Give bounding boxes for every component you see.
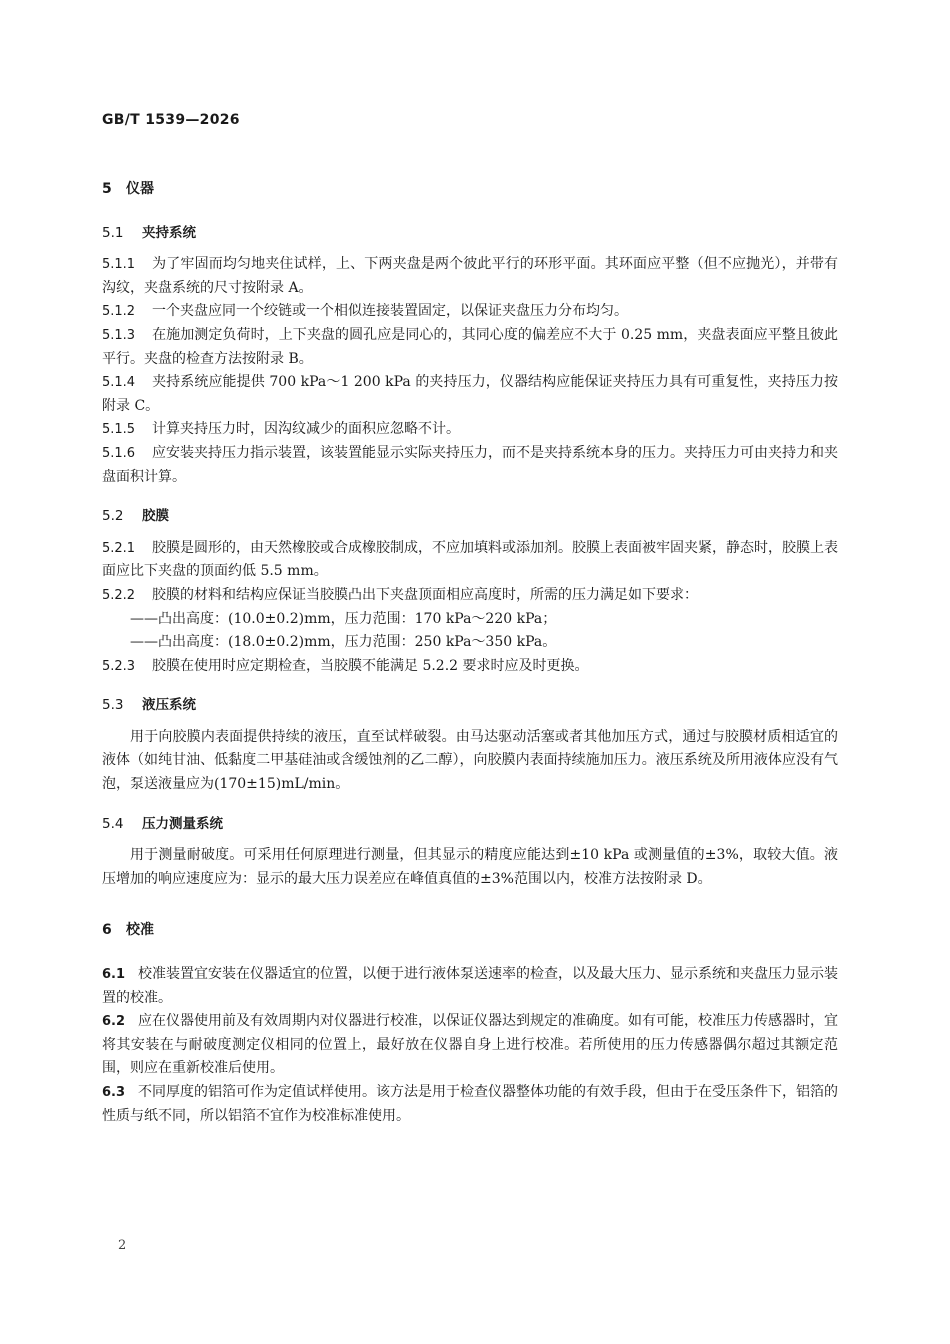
clause-text: 一个夹盘应同一个绞链或一个相似连接装置固定，以保证夹盘压力分布均匀。	[152, 303, 628, 320]
chapter-number: 6	[102, 922, 112, 939]
section-5-4-heading	[102, 813, 838, 837]
list-item: ——凸出高度：(18.0±0.2)mm，压力范围：250 kPa～350 kPa。	[130, 634, 557, 651]
chapter-title: 校准	[126, 922, 154, 939]
clause-number: 5.1.2	[102, 304, 136, 320]
section-5-2-heading	[102, 505, 838, 529]
clause-text: 应在仪器使用前及有效周期内对仪器进行校准，以保证仪器达到规定的准确度。如有可能，校准压力传感器时，宜将其安装在与耐破度测定仪相同的位置上，最好放在仪器自身上进行校准。若所使用的压力传感器偶尔超过其额定范围，则应在重新校准后使用。	[102, 1013, 838, 1077]
clause-5-1-6	[102, 442, 838, 489]
clause-number: 5.1.3	[102, 327, 136, 343]
clause-number: 5.2.2	[102, 587, 136, 603]
chapter-title: 仪器	[126, 181, 154, 197]
list-item: ——凸出高度：(10.0±0.2)mm，压力范围：170 kPa～220 kPa；	[130, 610, 557, 627]
section-title: 液压系统	[142, 697, 196, 714]
clause-6-1	[102, 963, 838, 1010]
clause-text: 为了牢固而均匀地夹住试样，上、下两夹盘是两个彼此平行的环形平面。其环面应平整（但不应抛光），并带有沟纹，夹盘系统的尺寸按附录 A。	[102, 256, 838, 296]
page-number: 2	[118, 1238, 127, 1253]
page-content	[102, 178, 838, 1128]
section-number: 5.4	[102, 815, 124, 832]
clause-6-3	[102, 1081, 838, 1128]
clause-number: 5.2.1	[102, 540, 136, 556]
clause-text: 计算夹持压力时，因沟纹减少的面积应忽略不计。	[152, 421, 460, 438]
clause-number: 5.1.6	[102, 445, 136, 461]
section-title: 夹持系统	[142, 224, 196, 241]
section-5-3-body: 用于向胶膜内表面提供持续的液压，直至试样破裂。由马达驱动活塞或者其他加压方式，通过与胶膜材质相适宜的液体（如纯甘油、低黏度二甲基硅油或含缓蚀剂的乙二醇），向胶膜内表面持续施加压力。液压系统及所用液体应没有气泡，泵送液量应为(170±15)mL/min。	[102, 728, 838, 793]
clause-number: 5.2.3	[102, 658, 136, 674]
clause-number: 5.1.4	[102, 375, 136, 391]
section-5-1-heading	[102, 222, 838, 246]
section-number: 5.2	[102, 508, 124, 525]
clause-text: 不同厚度的铝箔可作为定值试样使用。该方法是用于检查仪器整体功能的有效手段，但由于在受压条件下，铝箔的性质与纸不同，所以铝箔不宜作为校准标准使用。	[102, 1084, 838, 1124]
chapter-5-heading	[102, 178, 838, 202]
clause-text: 夹持系统应能提供 700 kPa～1 200 kPa 的夹持压力，仪器结构应能保证夹持压力具有可重复性，夹持压力按附录 C。	[102, 374, 838, 414]
clause-text: 胶膜是圆形的，由天然橡胶或合成橡胶制成，不应加填料或添加剂。胶膜上表面被牢固夹紧，静态时，胶膜上表面应比下夹盘的顶面约低 5.5 mm。	[102, 539, 838, 580]
clause-number: 6.3	[102, 1085, 126, 1100]
clause-text: 胶膜在使用时应定期检查，当胶膜不能满足 5.2.2 要求时应及时更换。	[152, 657, 589, 674]
clause-text: 应安装夹持压力指示装置，该装置能显示实际夹持压力，而不是夹持系统本身的压力。夹持压力可由夹持力和夹盘面积计算。	[102, 444, 838, 485]
clause-6-2	[102, 1010, 838, 1081]
section-5-4-body: 用于测量耐破度。可采用任何原理进行测量，但其显示的精度应能达到±10 kPa 或测量值的±3%，取较大值。液压增加的响应速度应为：显示的最大压力误差应在峰值真值的±3%范围以内，校准方法按附录 D。	[102, 847, 838, 887]
chapter-6-heading	[102, 919, 838, 943]
clause-number: 5.1.5	[102, 422, 136, 438]
document-id: GB/T 1539—2026	[102, 112, 240, 128]
clause-5-1-3	[102, 324, 838, 371]
clause-5-2-2	[102, 584, 838, 608]
chapter-number: 5	[102, 181, 112, 197]
clause-5-1-5	[102, 418, 838, 442]
section-number: 5.3	[102, 697, 124, 714]
clause-number: 5.1.1	[102, 257, 136, 273]
clause-5-2-3	[102, 655, 838, 679]
section-number: 5.1	[102, 224, 124, 241]
clause-text: 胶膜的材料和结构应保证当胶膜凸出下夹盘顶面相应高度时，所需的压力满足如下要求：	[152, 586, 698, 603]
clause-5-1-2	[102, 300, 838, 324]
section-5-3-heading	[102, 694, 838, 718]
section-title: 压力测量系统	[142, 815, 223, 832]
clause-number: 6.2	[102, 1014, 126, 1030]
clause-text: 在施加测定负荷时，上下夹盘的圆孔应是同心的，其同心度的偏差应不大于 0.25 mm，夹盘表面应平整且彼此平行。夹盘的检查方法按附录 B。	[102, 326, 838, 367]
clause-5-1-4	[102, 371, 838, 418]
clause-5-2-1	[102, 537, 838, 584]
clause-number: 6.1	[102, 967, 126, 983]
clause-5-1-1	[102, 253, 838, 300]
clause-text: 校准装置宜安装在仪器适宜的位置，以便于进行液体泵送速率的检查，以及最大压力、显示系统和夹盘压力显示装置的校准。	[102, 966, 838, 1006]
section-title: 胶膜	[142, 508, 169, 525]
